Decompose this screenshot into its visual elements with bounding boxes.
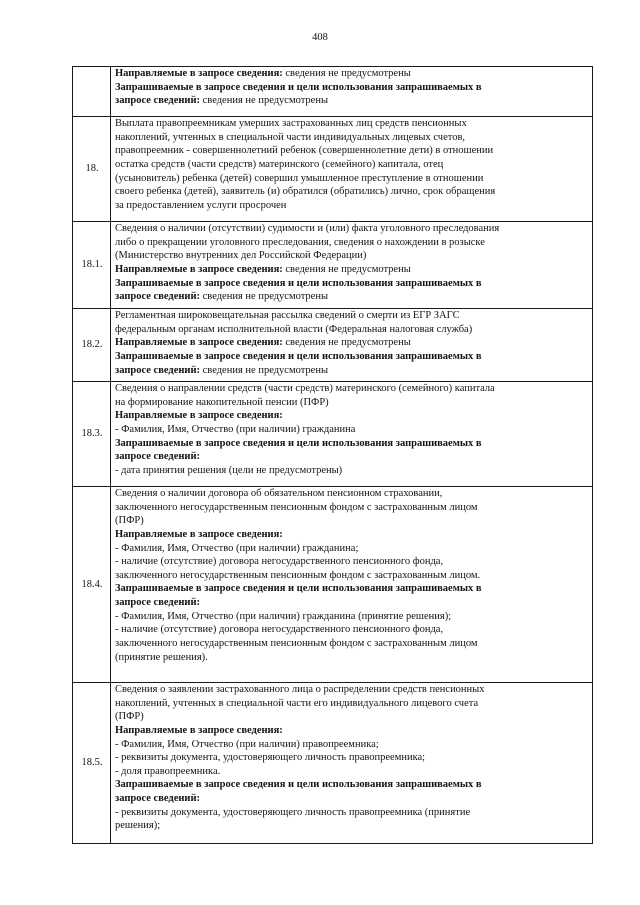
table-row bbox=[73, 683, 593, 844]
text-line: за предоставлением услуги просрочен bbox=[115, 199, 287, 211]
row-number: 18.2. bbox=[73, 309, 111, 382]
row-content bbox=[111, 382, 593, 487]
field-label: Направляемые в запросе сведения: bbox=[115, 410, 283, 422]
text-line bbox=[115, 450, 589, 464]
table-row bbox=[73, 117, 593, 222]
field-label: запросе сведений: bbox=[115, 95, 201, 107]
text-line: либо о прекращении уголовного преследования, сведения о нахождении в розыске bbox=[115, 236, 485, 248]
text-line bbox=[115, 350, 589, 364]
field-label: запросе сведений: bbox=[115, 291, 201, 303]
text-line bbox=[115, 290, 589, 304]
text-line bbox=[115, 437, 589, 451]
text-line: (Министерство внутренних дел Российской Федерации) bbox=[115, 250, 367, 262]
field-value: сведения не предусмотрены bbox=[200, 291, 329, 303]
row-content bbox=[111, 309, 593, 382]
text-line bbox=[115, 409, 589, 423]
text-line: на формирование накопительной пенсии (ПФР) bbox=[115, 396, 329, 408]
field-label: запросе сведений: bbox=[115, 597, 201, 609]
field-value: сведения не предусмотрены bbox=[282, 337, 411, 349]
text-line: Выплата правопреемникам умерших застрахованных лиц средств пенсионных bbox=[115, 118, 467, 129]
text-line: - Фамилия, Имя, Отчество (при наличии) гражданина (принятие решения); bbox=[115, 610, 452, 622]
page-number: 408 bbox=[312, 32, 328, 43]
field-label: Запрашиваемые в запросе сведения и цели использования запрашиваемых в bbox=[115, 583, 482, 595]
field-label: Направляемые в запросе сведения: bbox=[115, 263, 283, 275]
text-line: (ПФР) bbox=[115, 515, 144, 527]
table-row bbox=[73, 487, 593, 683]
text-line: Сведения о наличии договора об обязательном пенсионном страховании, bbox=[115, 488, 443, 499]
field-value: сведения не предусмотрены bbox=[282, 68, 411, 79]
text-line: заключенного негосударственным пенсионным фондом с застрахованным лицом bbox=[115, 638, 478, 650]
text-line bbox=[115, 528, 589, 542]
text-line: Сведения о заявлении застрахованного лица о распределении средств пенсионных bbox=[115, 684, 485, 695]
text-line: заключенного негосударственным пенсионным фондом с застрахованным лицом. bbox=[115, 569, 481, 581]
row-content bbox=[111, 117, 593, 222]
field-label: Направляемые в запросе сведения: bbox=[115, 337, 283, 349]
text-line: - Фамилия, Имя, Отчество (при наличии) гражданина bbox=[115, 423, 356, 435]
text-line: - доля правопреемника. bbox=[115, 765, 221, 777]
text-line bbox=[115, 67, 589, 81]
text-line: заключенного негосударственным пенсионным фондом с застрахованным лицом bbox=[115, 501, 478, 513]
text-line: Регламентная широковещательная рассылка сведений о смерти из ЕГР ЗАГС bbox=[115, 310, 460, 321]
text-line bbox=[115, 724, 589, 738]
text-line bbox=[115, 336, 589, 350]
text-line bbox=[115, 277, 589, 291]
field-label: запросе сведений: bbox=[115, 793, 201, 805]
field-label: Запрашиваемые в запросе сведения и цели использования запрашиваемых в bbox=[115, 350, 482, 362]
field-label: Направляемые в запросе сведения: bbox=[115, 724, 283, 736]
field-label: Направляемые в запросе сведения: bbox=[115, 528, 283, 540]
table-row bbox=[73, 222, 593, 309]
text-line: - дата принятия решения (цели не предусмотрены) bbox=[115, 464, 343, 476]
field-value: сведения не предусмотрены bbox=[282, 263, 411, 275]
text-line bbox=[115, 263, 589, 277]
field-value: сведения не предусмотрены bbox=[200, 95, 329, 107]
text-line: Сведения о направлении средств (части средств) материнского (семейного) капитала bbox=[115, 383, 495, 394]
row-content bbox=[111, 487, 593, 683]
text-line: - наличие (отсутствие) договора негосударственного пенсионного фонда, bbox=[115, 624, 444, 636]
text-line: федеральным органам исполнительной власти (Федеральная налоговая служба) bbox=[115, 323, 473, 335]
text-line: накоплений, учтенных в специальной части индивидуальных лицевых счетов, bbox=[115, 131, 466, 143]
text-line bbox=[115, 596, 589, 610]
text-line: (усыновитель) ребенка (детей) совершил умышленное преступление в отношении bbox=[115, 172, 484, 184]
row-content bbox=[111, 683, 593, 844]
text-line: - реквизиты документа, удостоверяющего личность правопреемника; bbox=[115, 752, 426, 764]
document-table bbox=[72, 66, 593, 844]
text-line: решения); bbox=[115, 820, 161, 832]
field-label: Запрашиваемые в запросе сведения и цели использования запрашиваемых в bbox=[115, 779, 482, 791]
text-line: Сведения о наличии (отсутствии) судимости и (или) факта уголовного преследования bbox=[115, 223, 500, 234]
row-number: 18.3. bbox=[73, 382, 111, 487]
text-line: правопреемник - совершеннолетний ребенок (совершеннолетние дети) в отношении bbox=[115, 145, 494, 157]
text-line: - наличие (отсутствие) договора негосударственного пенсионного фонда, bbox=[115, 556, 444, 568]
text-line bbox=[115, 792, 589, 806]
row-number: 18.4. bbox=[73, 487, 111, 683]
text-line: - Фамилия, Имя, Отчество (при наличии) гражданина; bbox=[115, 542, 359, 554]
text-line bbox=[115, 94, 589, 108]
table-row bbox=[73, 382, 593, 487]
row-number: 18. bbox=[73, 117, 111, 222]
row-content bbox=[111, 67, 593, 117]
field-label: Направляемые в запросе сведения: bbox=[115, 68, 283, 79]
table-row bbox=[73, 309, 593, 382]
table-row bbox=[73, 67, 593, 117]
field-label: Запрашиваемые в запросе сведения и цели использования запрашиваемых в bbox=[115, 277, 482, 289]
text-line bbox=[115, 778, 589, 792]
text-line: своего ребенка (детей), заявитель (и) обратился (обратились) лично, срок обращения bbox=[115, 186, 496, 198]
field-label: запросе сведений: bbox=[115, 451, 201, 463]
text-line: остатка средств (части средств) материнского (семейного) капитала, отец bbox=[115, 158, 444, 170]
row-content bbox=[111, 222, 593, 309]
field-label: запросе сведений: bbox=[115, 364, 201, 376]
field-label: Запрашиваемые в запросе сведения и цели использования запрашиваемых в bbox=[115, 81, 482, 93]
text-line bbox=[115, 582, 589, 596]
text-line bbox=[115, 81, 589, 95]
text-line: накоплений, учтенных в специальной части его индивидуального лицевого счета bbox=[115, 697, 479, 709]
field-value: сведения не предусмотрены bbox=[200, 364, 329, 376]
row-number: 18.1. bbox=[73, 222, 111, 309]
text-line: - Фамилия, Имя, Отчество (при наличии) правопреемника; bbox=[115, 738, 379, 750]
text-line: (принятие решения). bbox=[115, 651, 208, 663]
text-line: (ПФР) bbox=[115, 711, 144, 723]
row-number bbox=[73, 67, 111, 117]
row-number: 18.5. bbox=[73, 683, 111, 844]
text-line bbox=[115, 364, 589, 378]
field-label: Запрашиваемые в запросе сведения и цели использования запрашиваемых в bbox=[115, 437, 482, 449]
text-line: - реквизиты документа, удостоверяющего личность правопреемника (принятие bbox=[115, 806, 471, 818]
